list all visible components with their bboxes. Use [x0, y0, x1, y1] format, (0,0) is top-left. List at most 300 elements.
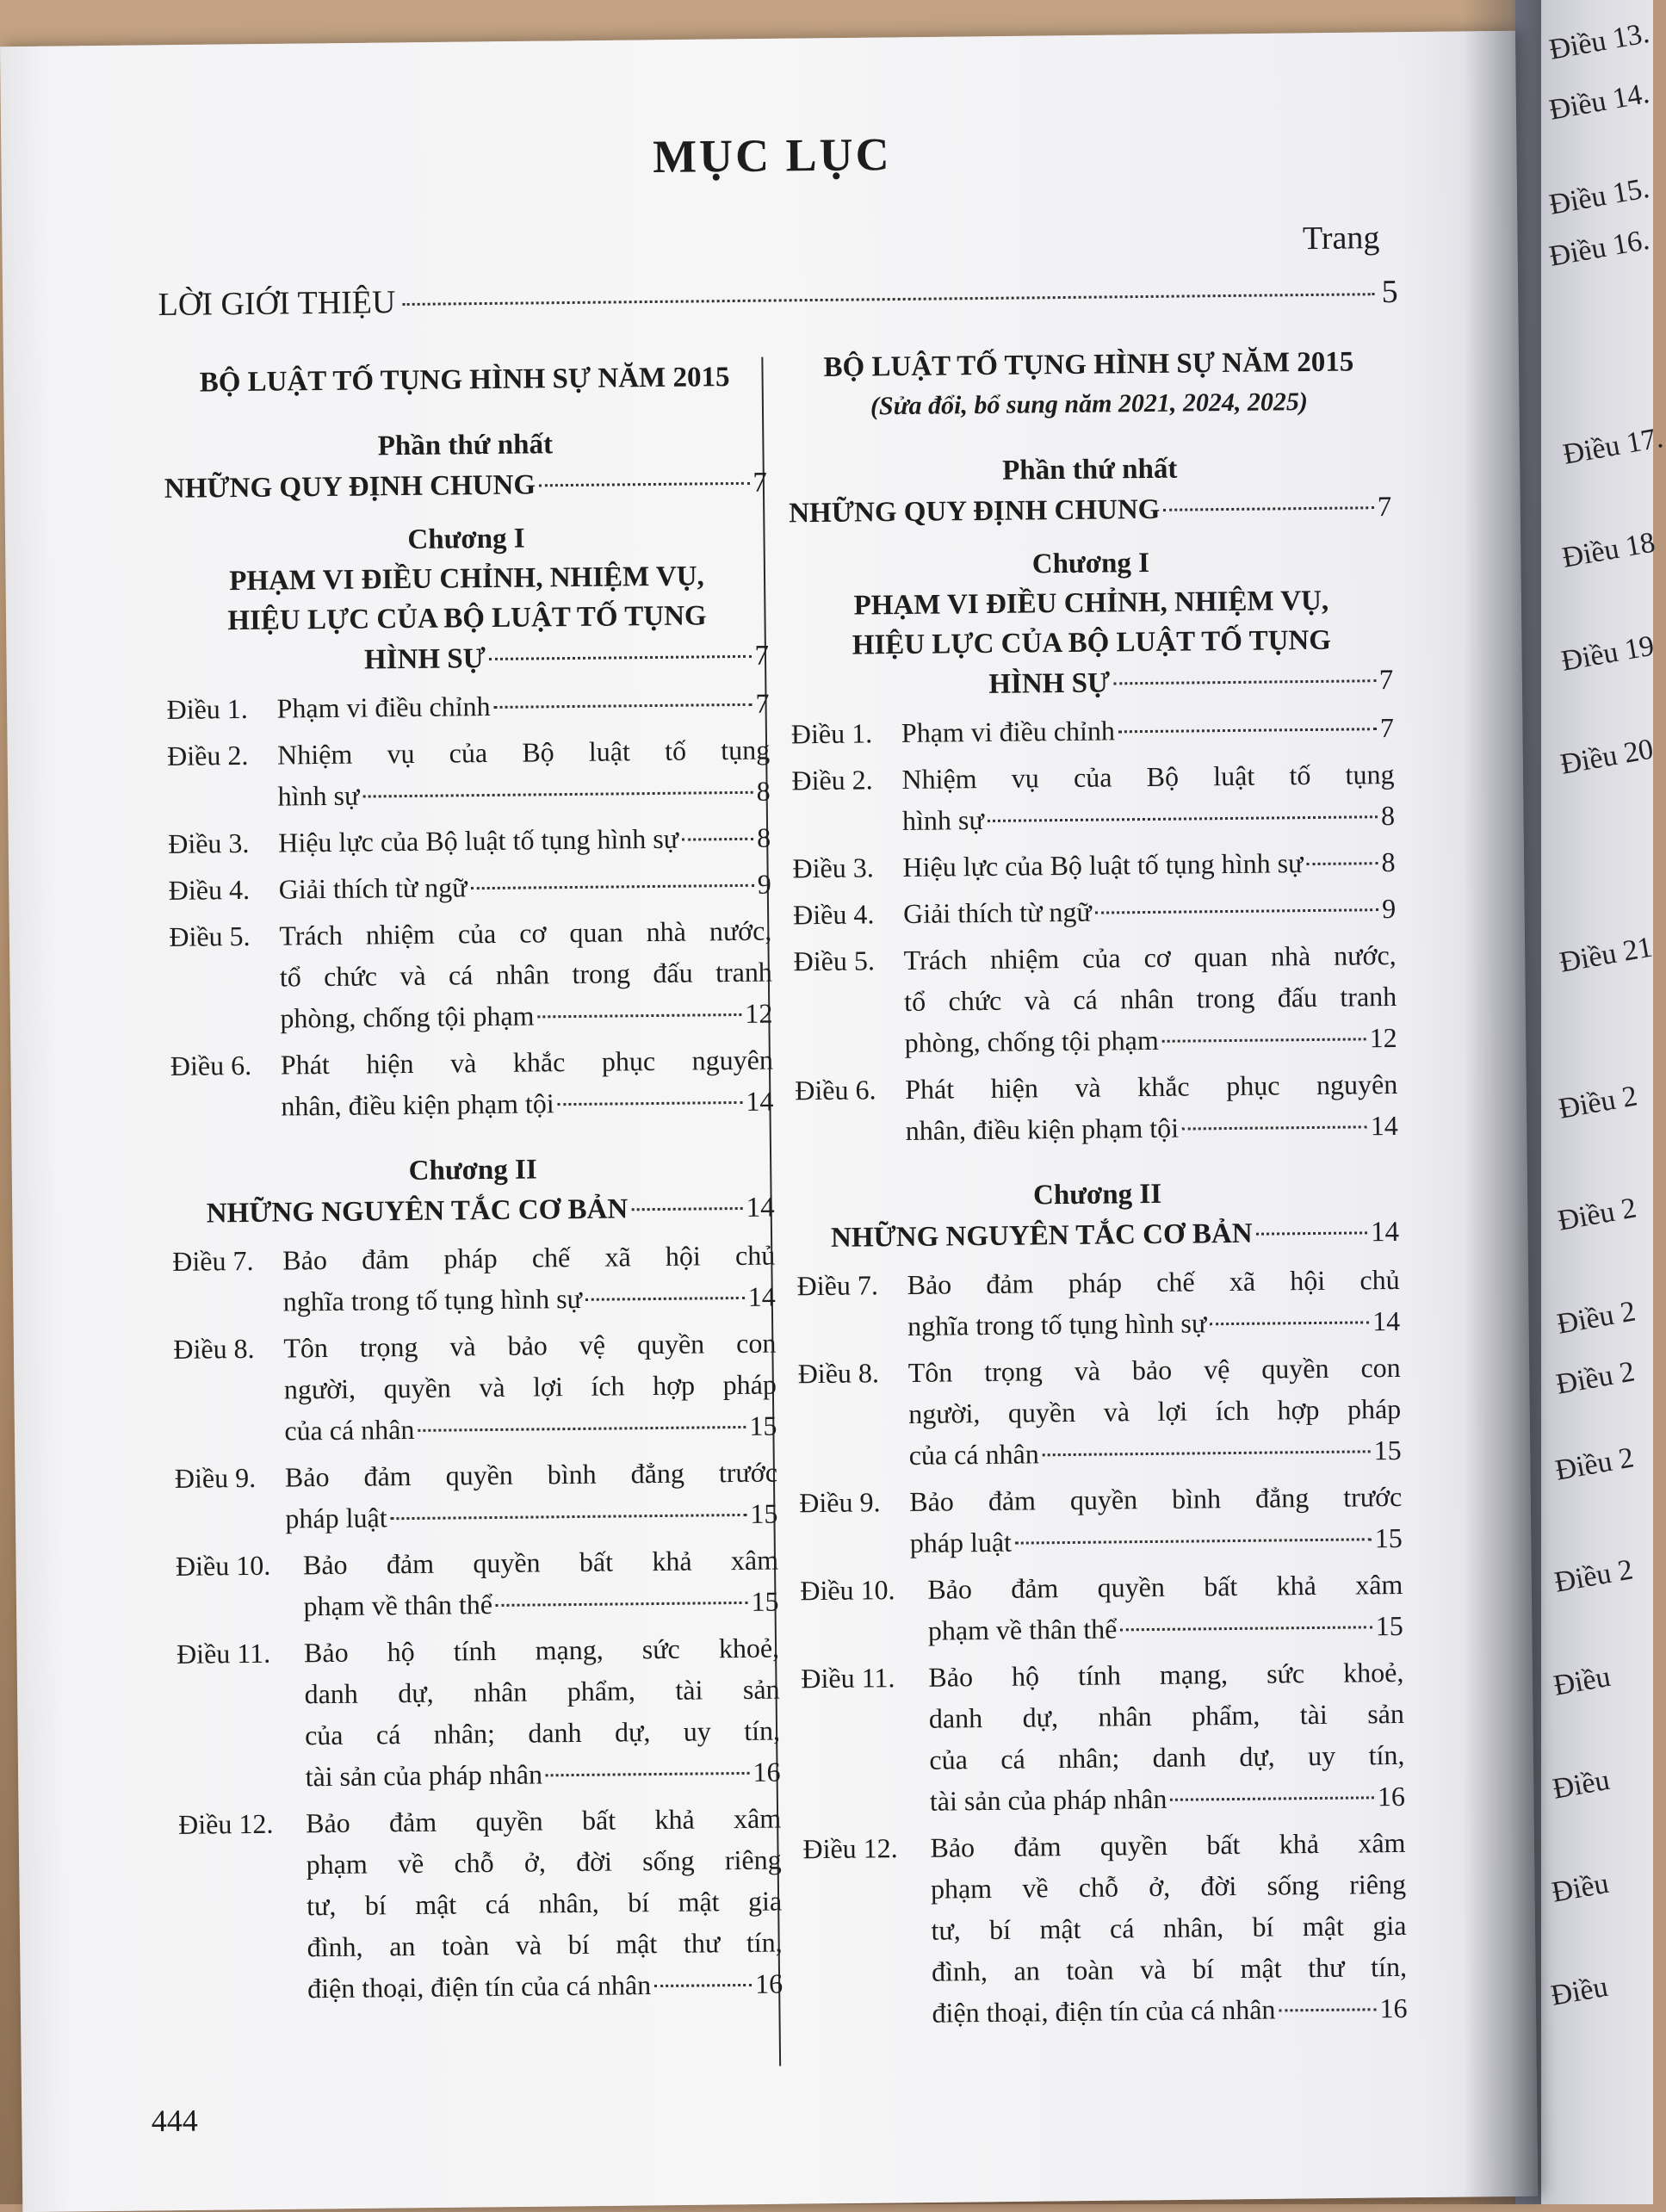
- article-text: Phát hiện và khắc phục nguyên: [905, 1068, 1398, 1105]
- dot-leader: [546, 1772, 750, 1776]
- article-text: nghĩa trong tố tụng hình sự: [282, 1282, 583, 1317]
- toc-article[interactable]: [801, 1651, 1405, 1823]
- article-last-line: [902, 795, 1395, 841]
- article-number: Điều 11.: [801, 1662, 895, 1695]
- article-page: 15: [751, 1585, 779, 1617]
- article-number: Điều 7.: [172, 1244, 254, 1277]
- entry-page: 7: [754, 640, 770, 672]
- article-line: [306, 1798, 781, 1844]
- article-text: nhân, điều kiện phạm tội: [281, 1087, 554, 1122]
- article-line: [903, 934, 1396, 981]
- entry-label: HÌNH SỰ: [988, 667, 1111, 700]
- article-body: [928, 1651, 1405, 1822]
- dot-leader: [1043, 1450, 1371, 1456]
- article-line: [304, 1669, 779, 1715]
- article-text: tư, bí mật cá nhân, bí mật gia: [306, 1885, 783, 1922]
- next-page-entry: Điều 17.: [1560, 421, 1666, 471]
- article-number: Điều 8.: [173, 1332, 255, 1365]
- dot-leader: [682, 838, 753, 841]
- next-page-entry: Điều 20: [1558, 733, 1657, 781]
- toc-article[interactable]: [178, 1798, 783, 2011]
- article-line: [909, 1476, 1402, 1522]
- article-text: phòng, chống tội phạm: [280, 1000, 535, 1034]
- article-last-line: [276, 683, 769, 729]
- article-text: Bảo đảm quyền bất khả xâm: [302, 1544, 779, 1581]
- article-line: [901, 753, 1394, 800]
- article-line: [927, 1564, 1403, 1610]
- article-text: Hiệu lực của Bộ luật tố tụng hình sự: [902, 847, 1304, 883]
- dot-leader: [539, 482, 749, 487]
- article-line: [907, 1347, 1400, 1393]
- part-heading: [789, 447, 1392, 535]
- article-line: [277, 729, 770, 776]
- article-line: [905, 1063, 1397, 1110]
- next-page-entry: Điều 2: [1556, 1080, 1640, 1125]
- article-number: Điều 12.: [802, 1832, 898, 1865]
- article-text: phòng, chống tội phạm: [904, 1024, 1159, 1058]
- code-subheading: (Sửa đổi, bổ sung năm 2021, 2024, 2025): [870, 387, 1309, 421]
- article-page: 15: [1374, 1521, 1403, 1554]
- article-page: 8: [1380, 799, 1396, 832]
- article-body: [902, 841, 1395, 888]
- dot-leader: [470, 884, 753, 889]
- article-line: [279, 910, 771, 957]
- dot-leader: [537, 1013, 741, 1018]
- chapter-name-line: PHẠM VI ĐIỀU CHỈNH, NHIỆM VỤ,: [229, 561, 704, 598]
- chapter-entry[interactable]: [790, 660, 1393, 708]
- article-body: [930, 1822, 1407, 2034]
- dot-leader: [654, 1984, 752, 1987]
- article-page: 15: [750, 1497, 778, 1529]
- article-line: [304, 1627, 779, 1674]
- dot-leader: [1163, 506, 1373, 511]
- article-last-line: [907, 1300, 1400, 1347]
- article-text: Bảo đảm quyền bất khả xâm: [927, 1568, 1403, 1605]
- next-page-entry: Điều 21: [1557, 931, 1656, 979]
- article-last-line: [908, 1429, 1401, 1476]
- article-body: [277, 729, 771, 817]
- article-text: phạm về chỗ ở, đời sống riêng: [930, 1868, 1407, 1905]
- article-line: [307, 1922, 782, 1968]
- dot-leader: [1256, 1231, 1367, 1235]
- article-line: [283, 1323, 776, 1369]
- article-text: Giải thích từ ngữ: [902, 895, 1092, 929]
- chapter-name-line: HIỆU LỰC CỦA BỘ LUẬT TỐ TỤNG: [227, 600, 707, 637]
- article-last-line: [932, 1987, 1407, 2034]
- article-text: Bảo hộ tính mạng, sức khoẻ,: [303, 1632, 780, 1669]
- article-page: 14: [1372, 1304, 1401, 1337]
- dot-leader: [496, 1602, 748, 1607]
- article-last-line: [903, 888, 1396, 934]
- toc-article[interactable]: [168, 817, 771, 864]
- dot-leader: [362, 791, 752, 798]
- chapter-name-line: PHẠM VI ĐIỀU CHỈNH, NHIỆM VỤ,: [853, 585, 1329, 622]
- article-page: 14: [747, 1280, 776, 1312]
- entry-label: NHỮNG NGUYÊN TẮC CƠ BẢN: [206, 1193, 629, 1230]
- article-line: [930, 1822, 1405, 1868]
- chapter-title: Chương II: [1032, 1178, 1162, 1211]
- article-number: Điều 4.: [792, 898, 875, 931]
- article-text: danh dự, nhân phẩm, tài sản: [928, 1697, 1405, 1734]
- article-text: Bảo hộ tính mạng, sức khoẻ,: [928, 1656, 1404, 1693]
- article-line: [284, 1364, 777, 1410]
- article-body: [907, 1259, 1400, 1347]
- article-page: 7: [755, 687, 770, 719]
- article-page: 8: [1381, 846, 1396, 878]
- toc-article[interactable]: [799, 1476, 1403, 1565]
- article-last-line: [281, 1081, 773, 1127]
- article-text: của cá nhân: [284, 1413, 415, 1447]
- article-page: 14: [1370, 1109, 1398, 1142]
- article-number: Điều 9.: [174, 1461, 257, 1494]
- intro-page: 5: [1381, 273, 1398, 311]
- article-text: Tôn trọng và bảo vệ quyền con: [283, 1327, 777, 1364]
- article-body: [281, 1039, 774, 1127]
- article-text: pháp luật: [909, 1526, 1013, 1558]
- article-line: [904, 976, 1397, 1022]
- article-line: [280, 951, 772, 998]
- left-column: [163, 357, 783, 2011]
- article-text: người, quyền và lợi ích hợp pháp: [283, 1368, 777, 1405]
- toc-article[interactable]: [793, 934, 1397, 1064]
- next-page-entry: Điều 18: [1559, 526, 1658, 574]
- chapter-entry[interactable]: [171, 1187, 774, 1236]
- toc-article[interactable]: [166, 683, 769, 730]
- chapter-title: Chương I: [1031, 547, 1150, 580]
- article-body: [903, 934, 1397, 1063]
- article-text: của cá nhân; danh dự, uy tín,: [929, 1738, 1405, 1775]
- dot-leader: [558, 1101, 743, 1106]
- dot-leader: [1210, 1321, 1369, 1325]
- article-last-line: [278, 817, 771, 864]
- dot-leader: [988, 815, 1378, 822]
- chapter-name-line: HIỆU LỰC CỦA BỘ LUẬT TỐ TỤNG: [852, 624, 1332, 661]
- article-text: Nhiệm vụ của Bộ luật tố tụng: [276, 734, 771, 771]
- toc-article[interactable]: [169, 910, 772, 1040]
- intro-entry[interactable]: [158, 273, 1397, 324]
- code-heading: BỘ LUẬT TỐ TỤNG HÌNH SỰ NĂM 2015: [823, 346, 1354, 383]
- article-text: Bảo đảm pháp chế xã hội chủ: [282, 1239, 776, 1276]
- article-line: [305, 1710, 780, 1757]
- article-page: 7: [1379, 711, 1395, 744]
- article-body: [901, 707, 1394, 753]
- article-body: [282, 1235, 776, 1323]
- article-number: Điều 1.: [790, 717, 873, 750]
- entry-label: NHỮNG QUY ĐỊNH CHUNG: [789, 493, 1161, 530]
- article-line: [303, 1540, 778, 1586]
- entry-page: 14: [1370, 1216, 1400, 1249]
- article-line: [307, 1881, 782, 1927]
- article-page: 16: [752, 1756, 781, 1788]
- article-text: pháp luật: [285, 1502, 387, 1534]
- article-line: [931, 1863, 1406, 1910]
- next-page-entry: Điều 2: [1554, 1295, 1638, 1341]
- toc-article[interactable]: [176, 1540, 779, 1628]
- dot-leader: [489, 655, 752, 660]
- article-text: đình, an toàn và bí mật thư tín,: [307, 1926, 783, 1963]
- article-page: 8: [756, 821, 771, 853]
- article-body: [285, 1452, 778, 1540]
- article-text: Bảo đảm quyền bình đẳng trước: [284, 1456, 778, 1493]
- article-text: điện thoại, điện tín của cá nhân: [307, 1969, 652, 2004]
- chapter-entry[interactable]: [796, 1211, 1399, 1260]
- chapter-entry[interactable]: [166, 635, 769, 684]
- article-page: 15: [749, 1410, 777, 1441]
- article-last-line: [901, 707, 1394, 753]
- article-last-line: [928, 1605, 1403, 1651]
- article-text: Nhiệm vụ của Bộ luật tố tụng: [901, 758, 1395, 795]
- article-page: 8: [756, 775, 771, 807]
- article-text: điện thoại, điện tín của cá nhân: [932, 1993, 1276, 2029]
- dot-leader: [1279, 2008, 1376, 2011]
- next-page-entry: Điều: [1550, 1763, 1613, 1806]
- toc-article[interactable]: [175, 1452, 778, 1540]
- dot-leader: [1095, 908, 1378, 914]
- next-page-entry: Điều 14.: [1546, 77, 1652, 127]
- toc-article[interactable]: [177, 1627, 781, 1799]
- toc-article[interactable]: [797, 1347, 1401, 1477]
- article-text: tài sản của pháp nhân: [305, 1758, 543, 1793]
- article-body: [303, 1540, 779, 1627]
- entry-page: 14: [746, 1192, 775, 1224]
- article-text: tài sản của pháp nhân: [929, 1782, 1167, 1817]
- article-body: [907, 1347, 1401, 1476]
- article-body: [304, 1627, 781, 1798]
- article-text: đình, an toàn và bí mật thư tín,: [931, 1950, 1408, 1987]
- article-text: Phạm vi điều chỉnh: [901, 715, 1116, 748]
- article-body: [901, 753, 1395, 841]
- article-text: hình sự: [277, 779, 360, 812]
- article-last-line: [277, 771, 770, 817]
- article-text: Bảo đảm quyền bất khả xâm: [930, 1826, 1406, 1863]
- entry-label: NHỮNG NGUYÊN TẮC CƠ BẢN: [830, 1218, 1253, 1254]
- part-entry[interactable]: [789, 486, 1391, 535]
- article-page: 9: [1381, 892, 1397, 925]
- article-number: Điều 3.: [168, 827, 250, 859]
- article-body: [279, 910, 772, 1039]
- intro-label: LỜI GIỚI THIỆU: [158, 284, 396, 323]
- next-page-entry: Điều 2: [1551, 1553, 1636, 1599]
- article-body: [909, 1476, 1403, 1564]
- dot-leader: [402, 293, 1374, 306]
- article-line: [306, 1839, 781, 1886]
- chapter-title: Chương II: [408, 1154, 537, 1187]
- article-text: phạm về thân thể: [927, 1613, 1118, 1646]
- article-page: 14: [746, 1085, 774, 1117]
- page-number: 444: [151, 2103, 198, 2139]
- chapter-heading: [790, 541, 1394, 708]
- dot-leader: [1170, 1796, 1374, 1800]
- article-last-line: [904, 1017, 1397, 1063]
- article-last-line: [906, 1105, 1398, 1151]
- article-line: [928, 1651, 1403, 1698]
- chapter-heading: [171, 1148, 775, 1236]
- article-number: Điều 6.: [170, 1049, 252, 1081]
- article-text: Phạm vi điều chỉnh: [276, 690, 491, 724]
- next-page-entry: Điều 16.: [1546, 223, 1652, 273]
- article-number: Điều 8.: [797, 1357, 880, 1390]
- article-body: [278, 817, 771, 864]
- article-last-line: [284, 1405, 777, 1452]
- toc-article[interactable]: [791, 753, 1395, 842]
- entry-page: 7: [752, 467, 768, 499]
- article-last-line: [930, 1775, 1405, 1822]
- dot-leader: [1015, 1538, 1372, 1544]
- code-heading: BỘ LUẬT TỐ TỤNG HÌNH SỰ NĂM 2015: [199, 362, 730, 399]
- dot-leader: [494, 703, 752, 709]
- toc-article[interactable]: [172, 1235, 776, 1323]
- article-text: Bảo đảm pháp chế xã hội chủ: [907, 1263, 1400, 1300]
- entry-page: 7: [1377, 492, 1392, 524]
- article-text: của cá nhân; danh dự, uy tín,: [304, 1714, 781, 1751]
- dot-leader: [1113, 679, 1376, 685]
- article-page: 12: [745, 997, 773, 1029]
- article-page: 15: [1375, 1609, 1404, 1642]
- right-column: [787, 342, 1407, 2035]
- part-title: Phần thứ nhất: [377, 429, 554, 462]
- article-body: [279, 864, 771, 910]
- page-title: MỤC LỤC: [652, 128, 892, 183]
- article-last-line: [285, 1493, 777, 1540]
- article-last-line: [305, 1751, 780, 1798]
- dot-leader: [1162, 1038, 1366, 1042]
- article-last-line: [307, 1963, 783, 2010]
- next-page-entry: Điều 2: [1552, 1441, 1637, 1487]
- next-page-entry: Điều: [1548, 1970, 1611, 2012]
- article-line: [932, 1946, 1407, 1992]
- article-line: [907, 1259, 1399, 1305]
- article-line: [908, 1388, 1401, 1434]
- article-body: [905, 1063, 1398, 1151]
- article-number: Điều 11.: [176, 1637, 271, 1670]
- article-line: [282, 1235, 775, 1281]
- article-page: 9: [757, 868, 771, 900]
- next-page-entry: Điều: [1551, 1660, 1613, 1702]
- article-number: Điều 2.: [166, 739, 249, 771]
- article-number: Điều 6.: [795, 1074, 876, 1106]
- next-page-entry: Điều 19: [1558, 629, 1657, 678]
- toc-article[interactable]: [800, 1564, 1403, 1652]
- dot-leader: [1118, 728, 1377, 733]
- next-page-entry: Điều 2: [1553, 1355, 1638, 1401]
- article-body: [903, 888, 1396, 934]
- article-text: người, quyền và lợi ích hợp pháp: [908, 1392, 1402, 1429]
- dot-leader: [418, 1426, 746, 1432]
- article-text: hình sự: [901, 803, 984, 836]
- entry-label: HÌNH SỰ: [363, 643, 486, 676]
- article-text: của cá nhân: [908, 1438, 1039, 1471]
- article-page: 16: [1377, 1780, 1406, 1812]
- article-body: [283, 1323, 777, 1452]
- chapter-heading: [796, 1172, 1399, 1260]
- dot-leader: [1182, 1125, 1367, 1130]
- article-last-line: [303, 1581, 778, 1627]
- next-page-entry: Điều 13.: [1546, 16, 1652, 66]
- toc-article[interactable]: [796, 1259, 1400, 1348]
- part-title: Phần thứ nhất: [1001, 453, 1178, 486]
- article-text: Trách nhiệm của cơ quan nhà nước,: [279, 914, 772, 951]
- article-text: phạm về thân thể: [303, 1589, 493, 1622]
- article-text: Bảo đảm quyền bất khả xâm: [305, 1802, 782, 1839]
- article-number: Điều 12.: [177, 1807, 274, 1840]
- toc-article[interactable]: [793, 888, 1396, 935]
- dot-leader: [1120, 1626, 1372, 1631]
- article-number: Điều 10.: [175, 1549, 271, 1582]
- article-text: tổ chức và cá nhân trong đấu tranh: [279, 956, 773, 993]
- article-line: [931, 1905, 1406, 1951]
- article-last-line: [283, 1276, 776, 1323]
- article-number: Điều 10.: [800, 1574, 895, 1607]
- article-number: Điều 7.: [796, 1269, 879, 1302]
- toc-article[interactable]: [792, 841, 1395, 889]
- article-line: [929, 1734, 1404, 1781]
- article-last-line: [910, 1517, 1403, 1564]
- article-text: nhân, điều kiện phạm tội: [905, 1112, 1180, 1146]
- entry-label: NHỮNG QUY ĐỊNH CHUNG: [164, 469, 536, 505]
- article-line: [281, 1039, 773, 1086]
- article-number: Điều 3.: [792, 852, 874, 884]
- toc-article[interactable]: [169, 864, 771, 911]
- article-text: tổ chức và cá nhân trong đấu tranh: [904, 980, 1397, 1017]
- article-number: Điều 5.: [169, 920, 251, 952]
- article-number: Điều 9.: [799, 1486, 881, 1519]
- toc-article[interactable]: [167, 729, 771, 818]
- article-line: [929, 1693, 1404, 1739]
- toc-article[interactable]: [795, 1063, 1398, 1152]
- article-body: [927, 1564, 1403, 1651]
- next-page-entry: Điều: [1549, 1867, 1612, 1909]
- article-text: Bảo đảm quyền bình đẳng trước: [909, 1480, 1403, 1517]
- article-text: Trách nhiệm của cơ quan nhà nước,: [903, 939, 1397, 976]
- article-body: [306, 1798, 783, 2010]
- dot-leader: [631, 1207, 742, 1211]
- dot-leader: [1306, 862, 1378, 865]
- article-number: Điều 5.: [793, 945, 876, 977]
- article-number: Điều 4.: [168, 873, 251, 906]
- article-text: phạm về chỗ ở, đời sống riêng: [306, 1843, 782, 1881]
- toc-article[interactable]: [170, 1039, 774, 1128]
- part-heading: [164, 423, 767, 511]
- article-text: tư, bí mật cá nhân, bí mật gia: [931, 1909, 1407, 1946]
- article-last-line: [280, 993, 772, 1039]
- article-page: 15: [1373, 1434, 1402, 1466]
- toc-article[interactable]: [173, 1323, 777, 1453]
- article-text: Phát hiện và khắc phục nguyên: [280, 1044, 774, 1081]
- chapter-title: Chương I: [407, 523, 525, 555]
- dot-leader: [391, 1514, 747, 1520]
- article-page: 12: [1369, 1021, 1397, 1054]
- article-number: Điều 1.: [166, 692, 248, 725]
- article-page: 16: [754, 1967, 783, 1999]
- chapter-heading: [164, 517, 769, 684]
- article-text: nghĩa trong tố tụng hình sự: [907, 1307, 1207, 1341]
- article-page: 16: [1379, 1992, 1408, 2024]
- next-page-entry: Điều 15.: [1546, 171, 1652, 221]
- next-page-entry: Điều 2: [1555, 1192, 1639, 1237]
- toc-article[interactable]: [791, 707, 1394, 754]
- article-text: danh dự, nhân phẩm, tài sản: [304, 1673, 780, 1710]
- article-last-line: [279, 864, 771, 910]
- article-body: [276, 683, 769, 729]
- article-number: Điều 2.: [791, 764, 873, 796]
- page-column-label: Trang: [1302, 220, 1380, 257]
- article-text: Hiệu lực của Bộ luật tố tụng hình sự: [278, 822, 679, 858]
- article-line: [285, 1452, 777, 1498]
- article-last-line: [902, 841, 1395, 888]
- part-entry[interactable]: [164, 462, 767, 511]
- article-text: Tôn trọng và bảo vệ quyền con: [907, 1351, 1401, 1388]
- toc-article[interactable]: [802, 1822, 1407, 2035]
